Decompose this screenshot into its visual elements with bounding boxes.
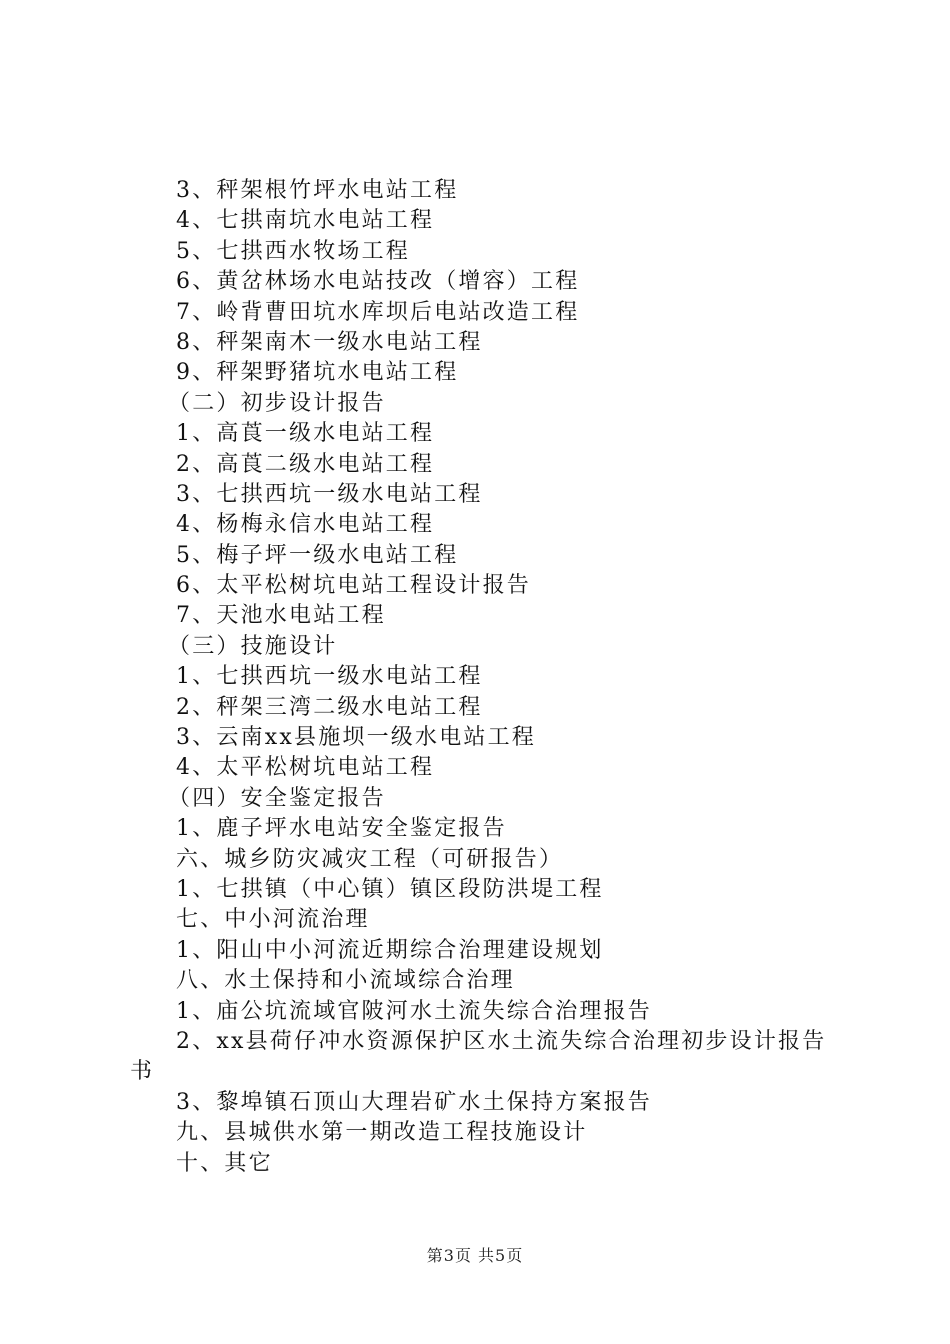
list-item: 6、太平松树坑电站工程设计报告 (176, 573, 531, 599)
page-number-footer: 第3页 共5页 (426, 1246, 524, 1265)
list-item: 1、鹿子坪水电站安全鉴定报告 (176, 816, 507, 842)
section-heading: （四）安全鉴定报告 (168, 785, 386, 811)
list-item: 8、秤架南木一级水电站工程 (176, 329, 483, 355)
list-item: 2、xx县荷仔冲水资源保护区水土流失综合治理初步设计报告书 (130, 1028, 827, 1085)
list-item: 4、七拱南坑水电站工程 (176, 208, 435, 234)
list-item: 2、秤架三湾二级水电站工程 (176, 694, 483, 720)
list-item: 7、天池水电站工程 (176, 603, 386, 629)
list-item: 1、高莨一级水电站工程 (176, 421, 435, 447)
list-item: 3、黎埠镇石顶山大理岩矿水土保持方案报告 (176, 1089, 652, 1115)
list-item: 1、七拱镇（中心镇）镇区段防洪堤工程 (176, 876, 604, 902)
document-body (130, 176, 830, 1179)
section-heading: 七、中小河流治理 (176, 907, 370, 933)
section-heading: （三）技施设计 (168, 633, 338, 659)
list-item: 7、岭背曹田坑水库坝后电站改造工程 (176, 299, 580, 325)
list-item: 4、太平松树坑电站工程 (176, 755, 435, 781)
list-item: 3、七拱西坑一级水电站工程 (176, 481, 483, 507)
section-heading: 十、其它 (176, 1150, 273, 1176)
section-heading: 九、县城供水第一期改造工程技施设计 (176, 1120, 588, 1146)
list-item: 5、梅子坪一级水电站工程 (176, 542, 459, 568)
list-item: 1、阳山中小河流近期综合治理建设规划 (176, 937, 604, 963)
section-heading: 六、城乡防灾减灾工程（可研报告） (176, 846, 564, 872)
section-heading: （二）初步设计报告 (168, 390, 386, 416)
list-item: 1、七拱西坑一级水电站工程 (176, 664, 483, 690)
list-item: 3、云南xx县施坝一级水电站工程 (176, 725, 537, 751)
list-item: 1、庙公坑流域官陂河水土流失综合治理报告 (176, 998, 652, 1024)
list-item: 6、黄岔林场水电站技改（增容）工程 (176, 269, 580, 295)
section-heading: 八、水土保持和小流域综合治理 (176, 968, 515, 994)
list-item: 4、杨梅永信水电站工程 (176, 512, 435, 538)
list-item: 9、秤架野猪坑水电站工程 (176, 360, 459, 386)
list-item: 5、七拱西水牧场工程 (176, 238, 410, 264)
list-item: 2、高莨二级水电站工程 (176, 451, 435, 477)
list-item: 3、秤架根竹坪水电站工程 (176, 178, 459, 203)
